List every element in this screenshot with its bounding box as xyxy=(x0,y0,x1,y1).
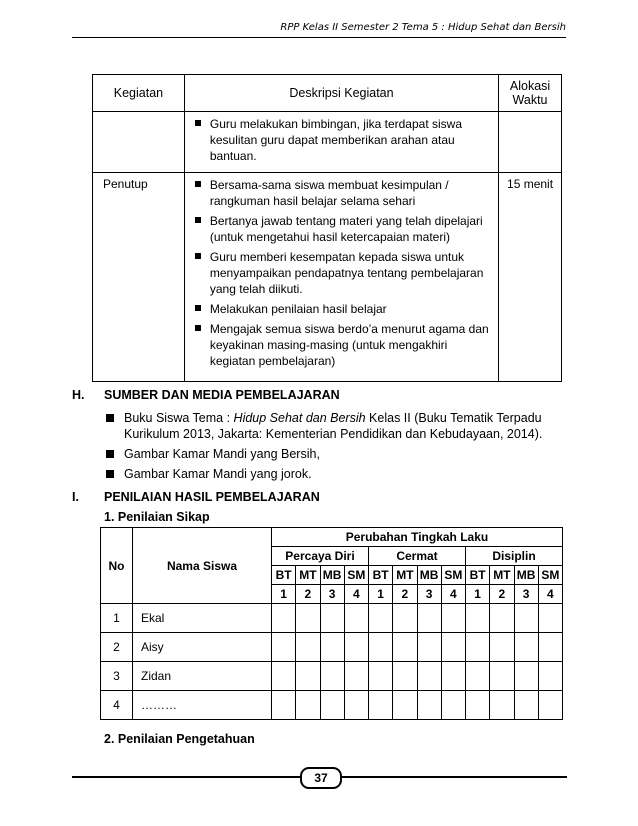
section-i-title: PENILAIAN HASIL PEMBELAJARAN xyxy=(104,490,320,504)
table-row xyxy=(101,691,563,720)
col-name-header: Nama Siswa xyxy=(133,528,272,604)
level-header: SM xyxy=(441,566,465,585)
attitude-assessment-table xyxy=(100,527,563,720)
score-header: 3 xyxy=(320,585,344,604)
score-header: 1 xyxy=(272,585,296,604)
table-row xyxy=(101,662,563,691)
penutup-bullet: Melakukan penilaian hasil belajar xyxy=(191,301,492,317)
student-name: Zidan xyxy=(133,662,272,691)
score-header: 2 xyxy=(296,585,320,604)
row-number: 4 xyxy=(101,691,133,720)
level-header: MB xyxy=(417,566,441,585)
col-no-header: No xyxy=(101,528,133,604)
penutup-description-cell xyxy=(184,173,498,382)
empty-time-cell xyxy=(499,112,562,173)
subheading-sikap: 1. Penilaian Sikap xyxy=(104,510,210,524)
media-item-book-text: Buku Siswa Tema : xyxy=(124,411,234,425)
level-header: SM xyxy=(344,566,368,585)
book-title: Hidup Sehat dan Bersih xyxy=(233,411,366,425)
kegiatan-header: Kegiatan xyxy=(93,75,185,112)
activity-table xyxy=(92,74,562,382)
continued-description-cell xyxy=(184,112,498,173)
score-header: 2 xyxy=(393,585,417,604)
media-item-book-detail: Kelas II (Buku Tematik Terpadu Kurikulum 2013, Jakarta: Kementerian Pendidikan dan Kebudayaan, 2014). xyxy=(124,411,543,441)
penutup-bullet: Bertanya jawab tentang materi yang telah dipelajari (untuk mengetahui hasil ketercapaian materi) xyxy=(191,213,492,245)
media-list xyxy=(104,410,564,486)
group-header-cermat: Cermat xyxy=(369,547,466,566)
penutup-bullet: Mengajak semua siswa berdo’a menurut agama dan keyakinan masing-masing (untuk mengakhiri kegiatan pembelajaran) xyxy=(191,321,492,369)
row-number: 1 xyxy=(101,604,133,633)
student-name: Aisy xyxy=(133,633,272,662)
section-i-heading xyxy=(72,490,552,504)
level-header: SM xyxy=(538,566,562,585)
level-header: MT xyxy=(490,566,514,585)
group-header-percaya-diri: Percaya Diri xyxy=(272,547,369,566)
score-header: 4 xyxy=(344,585,368,604)
score-header: 1 xyxy=(466,585,490,604)
score-header: 1 xyxy=(369,585,393,604)
media-item-clean-bathroom: Gambar Kamar Mandi yang Bersih, xyxy=(104,446,564,462)
section-h-letter: H. xyxy=(72,388,85,402)
header-rule xyxy=(72,37,566,38)
level-header: BT xyxy=(466,566,490,585)
activity-continued-row xyxy=(93,112,562,173)
penutup-time: 15 menit xyxy=(499,173,562,382)
level-header: MB xyxy=(514,566,538,585)
row-number: 3 xyxy=(101,662,133,691)
page-number: 37 xyxy=(300,767,342,789)
activity-header-row xyxy=(93,75,562,112)
level-header: BT xyxy=(272,566,296,585)
level-header: MT xyxy=(296,566,320,585)
penutup-row xyxy=(93,173,562,382)
table-row xyxy=(101,633,563,662)
continued-bullet: Guru melakukan bimbingan, jika terdapat siswa kesulitan guru dapat memberikan arahan atau bantuan. xyxy=(191,116,492,164)
media-item-book xyxy=(104,410,564,442)
student-name: Ekal xyxy=(133,604,272,633)
section-h-heading xyxy=(72,388,552,402)
subheading-pengetahuan: 2. Penilaian Pengetahuan xyxy=(104,732,255,746)
penutup-bullet: Guru memberi kesempatan kepada siswa untuk menyampaikan pendapatnya tentang pembelajaran yang telah diikuti. xyxy=(191,249,492,297)
alokasi-header: Alokasi Waktu xyxy=(499,75,562,112)
score-header: 3 xyxy=(417,585,441,604)
score-header: 3 xyxy=(514,585,538,604)
penutup-bullet: Bersama-sama siswa membuat kesimpulan / rangkuman hasil belajar selama sehari xyxy=(191,177,492,209)
score-header: 4 xyxy=(538,585,562,604)
section-i-letter: I. xyxy=(72,490,79,504)
table-row xyxy=(101,604,563,633)
penutup-label: Penutup xyxy=(93,173,185,382)
behavior-change-header: Perubahan Tingkah Laku xyxy=(272,528,563,547)
level-header: MB xyxy=(320,566,344,585)
running-header: RPP Kelas II Semester 2 Tema 5 : Hidup Sehat dan Bersih xyxy=(280,22,566,33)
group-header-disiplin: Disiplin xyxy=(466,547,563,566)
row-number: 2 xyxy=(101,633,133,662)
section-h-title: SUMBER DAN MEDIA PEMBELAJARAN xyxy=(104,388,340,402)
deskripsi-header: Deskripsi Kegiatan xyxy=(184,75,498,112)
media-item-dirty-bathroom: Gambar Kamar Mandi yang jorok. xyxy=(104,466,564,482)
level-header: BT xyxy=(369,566,393,585)
student-name: ……… xyxy=(133,691,272,720)
score-header: 4 xyxy=(441,585,465,604)
score-header: 2 xyxy=(490,585,514,604)
empty-kegiatan-cell xyxy=(93,112,185,173)
level-header: MT xyxy=(393,566,417,585)
